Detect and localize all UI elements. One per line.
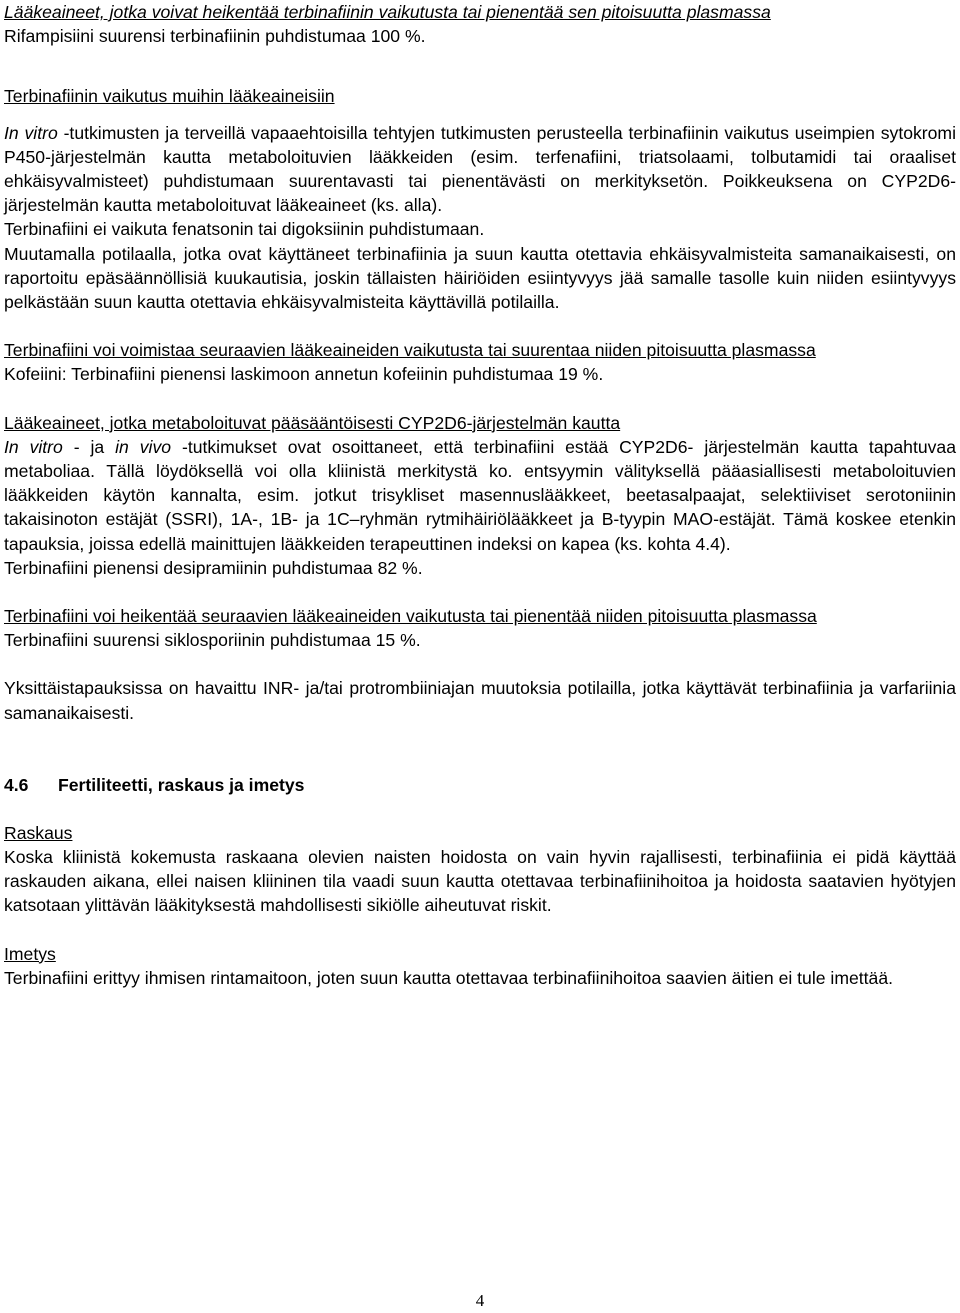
section-number: 4.6 [4, 774, 29, 795]
spacer [4, 652, 956, 676]
lactation-text: Terbinafiini erittyy ihmisen rintamaitoon, joten suun kautta otettavaa terbinafiinihoitoa saavien äitien ei tule imettää. [4, 967, 893, 988]
section-heading [4, 773, 956, 797]
in-vitro-term: In vitro [4, 436, 63, 457]
cyp2d6-text: -tutkimukset ovat osoittaneet, että terbinafiini estää CYP2D6- järjestelmän kautta tapahtuvaa metaboliaa. Tällä löydöksellä voi olla kliinistä merkitystä ko. entsyymin välityksellä pääasiallisesti metaboloituvien lääkkeiden käytön kannalta, esim. jotkut trisykliset masennuslääkkeet, beetasalpaajat, selektiiviset serotoniinin takaisinoton estäjät (SSRI), 1A-, 1B- ja 1C–ryhmän rytmihäiriölääkkeet ja B-tyypin MAO-estäjät. Tämä koskee etenkin tapauksia, joissa edellä mainittujen lääkkeiden terapeuttinen indeksi on kapea (ks. kohta 4.4). [4, 436, 956, 554]
spacer [4, 387, 956, 411]
decrease-heading: Terbinafiini voi heikentää seuraavien lääkeaineiden vaikutusta tai pienentää niiden pitoisuutta plasmassa [4, 606, 817, 627]
spacer [4, 109, 956, 121]
cyclosporine-text: Terbinafiini suurensi siklosporiinin puhdistumaa 15 %. [4, 630, 421, 651]
inr-text: Yksittäistapauksissa on havaittu INR- ja/tai protrombiiniajan muutoksia potilailla, jotka käyttävät terbinafiinia ja varfariinia samanaikaisesti. [4, 678, 956, 723]
interaction-heading-reducing: Lääkeaineet, jotka voivat heikentää terbinafiinin vaikutusta tai pienentää sen pitoisuutta plasmassa [4, 2, 771, 22]
effects-on-others-text: -tutkimusten ja terveillä vapaaehtoisilla tehtyjen tutkimusten perusteella terbinafiinin vaikutus useimpien sytokromi P450-järjestelmän kautta metaboloituvien lääkkeiden (esim. terfenafiini, triatsolaami, tolbutamidi tai oraaliset ehkäisyvalmisteet) puhdistumaan suurentavasti tai pienentävästi on merkityksetön. Poikkeuksena on CYP2D6- järjestelmän kautta metaboloituvat lääkeaineet (ks. alla). [4, 122, 956, 216]
spacer [4, 918, 956, 942]
section-title: Fertiliteetti, raskaus ja imetys [58, 774, 305, 795]
cyp2d6-heading: Lääkeaineet, jotka metaboloituvat pääsääntöisesti CYP2D6-järjestelmän kautta [4, 412, 621, 433]
cyp2d6-connector: - ja [62, 436, 116, 457]
cyp2d6-paragraph [4, 435, 956, 556]
rifampicin-text: Rifampisiini suurensi terbinafiinin puhdistumaa 100 %. [4, 26, 426, 47]
spacer [4, 725, 956, 749]
spacer [4, 72, 956, 84]
page-number: 4 [475, 1291, 485, 1310]
in-vivo-term: in vivo [115, 436, 172, 457]
spacer [4, 797, 956, 821]
spacer [4, 749, 956, 773]
spacer [4, 48, 956, 72]
phenazone-text: Terbinafiini ei vaikuta fenatsonin tai digoksiinin puhdistumaan. [4, 219, 485, 240]
in-vitro-term: In vitro [4, 122, 58, 143]
lactation-heading: Imetys [4, 943, 56, 964]
effects-on-others-heading: Terbinafiinin vaikutus muihin lääkeaineisiin [4, 86, 335, 107]
effects-on-others-paragraph [4, 121, 956, 218]
contraceptive-text: Muutamalla potilaalla, jotka ovat käyttäneet terbinafiinia ja suun kautta otettavia ehkäisyvalmisteita samanaikaisesti, on raportoitu epäsäännöllisiä kuukautisia, joskin tällaisten häiriöiden esiintyvyys jää samalle tasolle kuin niiden esiintyvyys pelkästään suun kautta otettavia ehkäisyvalmisteita käyttävillä potilailla. [4, 243, 956, 313]
pregnancy-text: Koska kliinistä kokemusta raskaana olevien naisten hoidosta on vain hyvin rajallisesti, terbinafiinia ei pidä käyttää raskauden aikana, ellei naisen kliininen tila vaadi suun kautta otettavaa terbinafiinihoitoa ja hoidosta saatavien hyötyjen katsotaan ylittävän lääkityksestä mahdollisesti sikiölle aiheutuvat riskit. [4, 847, 956, 916]
spacer [4, 580, 956, 604]
pregnancy-heading: Raskaus [4, 822, 73, 843]
spacer [4, 314, 956, 338]
caffeine-text: Kofeiini: Terbinafiini pienensi laskimoon annetun kofeiinin puhdistumaa 19 %. [4, 364, 604, 385]
document-page [4, 0, 956, 990]
increase-heading: Terbinafiini voi voimistaa seuraavien lääkeaineiden vaikutusta tai suurentaa niiden pitoisuutta plasmassa [4, 340, 816, 361]
desipramine-text: Terbinafiini pienensi desipramiinin puhdistumaa 82 %. [4, 557, 423, 578]
